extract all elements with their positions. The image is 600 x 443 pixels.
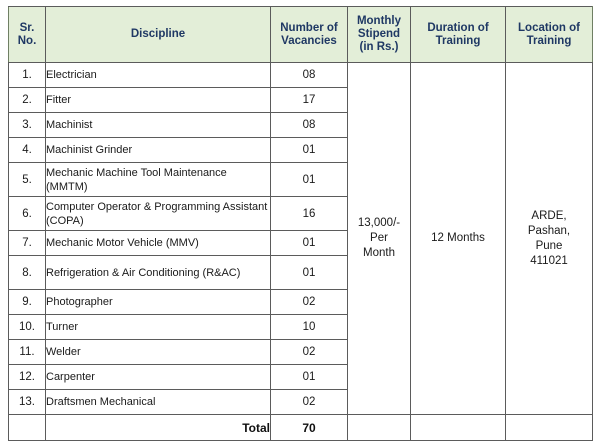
cell-discipline: Computer Operator & Programming Assistant (COPA) bbox=[46, 197, 271, 231]
cell-discipline: Draftsmen Mechanical bbox=[46, 390, 271, 415]
cell-vacancies: 01 bbox=[271, 256, 348, 290]
cell-vacancies: 02 bbox=[271, 290, 348, 315]
cell-sr-no: 11. bbox=[9, 340, 46, 365]
cell-vacancies: 01 bbox=[271, 163, 348, 197]
cell-discipline: Mechanic Motor Vehicle (MMV) bbox=[46, 231, 271, 256]
cell-vacancies: 08 bbox=[271, 63, 348, 88]
cell-duration-of-training: 12 Months bbox=[411, 63, 506, 415]
cell-discipline: Fitter bbox=[46, 88, 271, 113]
total-vacancies-value: 70 bbox=[271, 415, 348, 441]
cell-sr-no: 6. bbox=[9, 197, 46, 231]
cell-discipline: Machinist Grinder bbox=[46, 138, 271, 163]
cell-discipline: Turner bbox=[46, 315, 271, 340]
total-row-sr-blank bbox=[9, 415, 46, 441]
cell-vacancies: 16 bbox=[271, 197, 348, 231]
cell-vacancies: 17 bbox=[271, 88, 348, 113]
column-header-location: Location of Training bbox=[506, 7, 593, 63]
apprentice-vacancy-table bbox=[8, 6, 593, 441]
cell-sr-no: 12. bbox=[9, 365, 46, 390]
total-stipend-blank bbox=[348, 415, 411, 441]
total-location-blank bbox=[506, 415, 593, 441]
table-total-row bbox=[9, 415, 593, 441]
cell-vacancies: 08 bbox=[271, 113, 348, 138]
total-label: Total bbox=[46, 415, 271, 441]
cell-vacancies: 01 bbox=[271, 231, 348, 256]
cell-sr-no: 4. bbox=[9, 138, 46, 163]
cell-sr-no: 1. bbox=[9, 63, 46, 88]
cell-discipline: Mechanic Machine Tool Maintenance (MMTM) bbox=[46, 163, 271, 197]
cell-vacancies: 01 bbox=[271, 365, 348, 390]
cell-discipline: Electrician bbox=[46, 63, 271, 88]
cell-sr-no: 5. bbox=[9, 163, 46, 197]
cell-location-of-training: ARDE, Pashan, Pune 411021 bbox=[506, 63, 593, 415]
table-header bbox=[9, 7, 593, 63]
table-row bbox=[9, 63, 593, 88]
cell-sr-no: 3. bbox=[9, 113, 46, 138]
cell-vacancies: 02 bbox=[271, 390, 348, 415]
cell-vacancies: 02 bbox=[271, 340, 348, 365]
cell-discipline: Carpenter bbox=[46, 365, 271, 390]
column-header-vacancies: Number of Vacancies bbox=[271, 7, 348, 63]
cell-monthly-stipend: 13,000/- Per Month bbox=[348, 63, 411, 415]
cell-sr-no: 7. bbox=[9, 231, 46, 256]
header-row bbox=[9, 7, 593, 63]
cell-discipline: Photographer bbox=[46, 290, 271, 315]
column-header-duration: Duration of Training bbox=[411, 7, 506, 63]
cell-vacancies: 10 bbox=[271, 315, 348, 340]
table-body bbox=[9, 63, 593, 441]
cell-sr-no: 13. bbox=[9, 390, 46, 415]
column-header-discipline: Discipline bbox=[46, 7, 271, 63]
cell-vacancies: 01 bbox=[271, 138, 348, 163]
cell-discipline: Machinist bbox=[46, 113, 271, 138]
total-duration-blank bbox=[411, 415, 506, 441]
cell-sr-no: 10. bbox=[9, 315, 46, 340]
cell-discipline: Refrigeration & Air Conditioning (R&AC) bbox=[46, 256, 271, 290]
column-header-stipend: Monthly Stipend (in Rs.) bbox=[348, 7, 411, 63]
cell-discipline: Welder bbox=[46, 340, 271, 365]
column-header-sr-no: Sr. No. bbox=[9, 7, 46, 63]
cell-sr-no: 8. bbox=[9, 256, 46, 290]
cell-sr-no: 2. bbox=[9, 88, 46, 113]
cell-sr-no: 9. bbox=[9, 290, 46, 315]
